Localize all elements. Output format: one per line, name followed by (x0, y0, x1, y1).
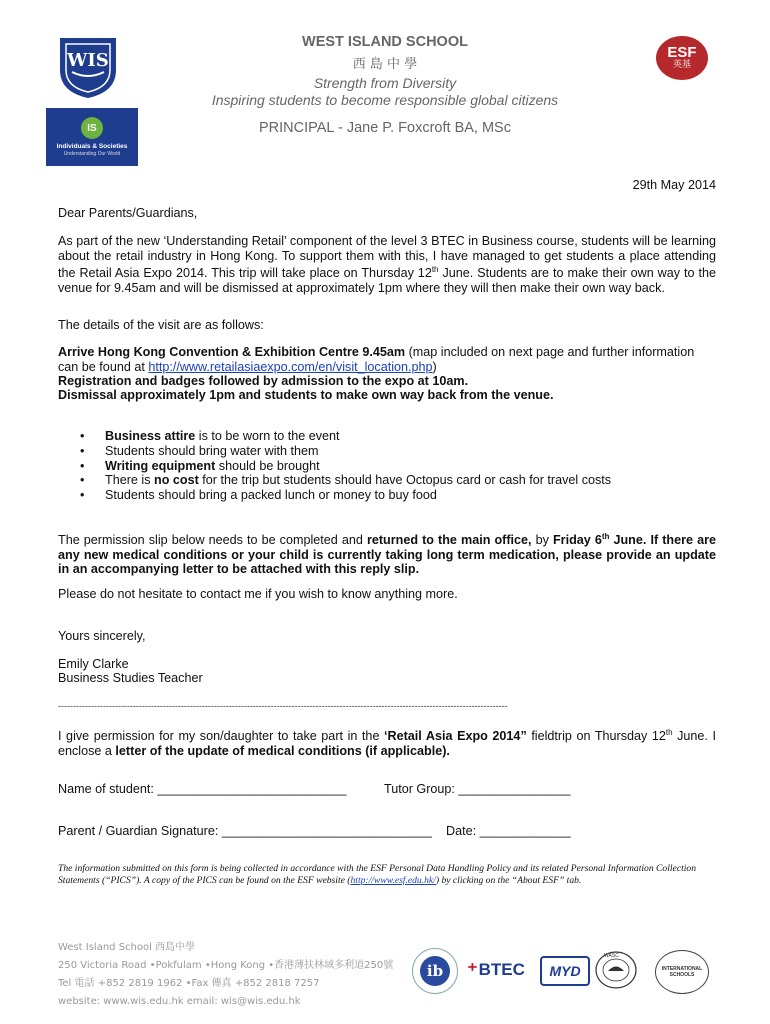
guardian-signature-field[interactable]: Parent / Guardian Signature: ______________________________ (58, 824, 432, 838)
esf-website-link[interactable]: http://www.esf.edu.hk/ (350, 874, 436, 886)
letter-date: 29th May 2014 (632, 178, 716, 192)
list-item: • There is no cost for the trip but students should have Octopus card or cash for travel costs (58, 473, 611, 488)
cut-line: ------------------------------------------------------------------------------------------------------------------------------------------------------ (58, 701, 508, 711)
list-item: • Students should bring a packed lunch or money to buy food (58, 488, 611, 503)
registration-line: Registration and badges followed by admission to the expo at 10am. (58, 374, 469, 388)
esf-logo (656, 36, 708, 80)
retail-expo-link[interactable]: http://www.retailasiaexpo.com/en/visit_location.php (148, 359, 433, 374)
is-badge-icon: IS (81, 117, 103, 139)
requirements-list (58, 429, 611, 503)
student-name-field[interactable]: Name of student: ___________________________ (58, 782, 347, 796)
salutation: Dear Parents/Guardians, (58, 206, 198, 220)
tutor-group-field[interactable]: Tutor Group: ________________ (384, 782, 571, 796)
is-badge (46, 108, 138, 166)
is-badge-subtitle: Understanding Our World (63, 151, 121, 157)
principal-line: PRINCIPAL - Jane P. Foxcroft BA, MSc (259, 120, 511, 136)
signer-name: Emily Clarke (58, 657, 129, 671)
wis-logo (58, 36, 118, 100)
wasc-logo: WASC (594, 950, 638, 990)
esf-logo-text: ESF (667, 44, 697, 61)
date-field[interactable]: Date: _____________ (446, 824, 571, 838)
school-name-chinese: 西 島 中 學 (352, 57, 418, 72)
footer-phone: Tel 電話 +852 2819 1962 •Fax 傳真 +852 2818 7257 (58, 978, 320, 989)
list-item: • Students should bring water with them (58, 444, 611, 459)
btec-logo: ⁺ BTEC (467, 959, 525, 982)
arrival-details: Arrive Hong Kong Convention & Exhibition Centre 9.45am (map included on next page and further information can be found at http://www.retailasiaexpo.com/en/visit_location.php) (58, 345, 695, 374)
is-badge-title: Individuals & Societies (56, 143, 128, 150)
dismissal-line: Dismissal approximately 1pm and students to make own way back from the venue. (58, 388, 554, 402)
privacy-notice: The information submitted on this form is being collected in accordance with the ESF Personal Data Handling Policy and its related Personal Information Collection Statements (“PICS”). A copy of the PICS can be found on the ESF website (http://www.esf.edu.hk/) by clicking on the “About ESF” tab. (58, 863, 697, 886)
school-name: WEST ISLAND SCHOOL (302, 34, 468, 50)
myd-logo: MYD (540, 956, 590, 986)
list-item: • Business attire is to be worn to the event (58, 429, 611, 444)
footer-address: 250 Victoria Road •Pokfulam •Hong Kong •香港薄扶林域多利道250號 (58, 960, 394, 971)
list-item: • Writing equipment should be brought (58, 459, 611, 474)
permission-paragraph: The permission slip below needs to be completed and returned to the main office, by Friday 6th June. If there are any new medical conditions or your child is currently taking long term medication, please provide an update in an accompanying letter to be attached with this reply slip. (58, 532, 716, 577)
footer-school: West Island School 西島中學 (58, 942, 196, 953)
details-heading: The details of the visit are as follows: (58, 318, 264, 332)
footer-web: website: www.wis.edu.hk email: wis@wis.edu.hk (58, 996, 301, 1007)
consent-paragraph: I give permission for my son/daughter to take part in the ‘Retail Asia Expo 2014” fieldtrip on Thursday 12th June. I enclose a letter of the update of medical conditions (if applicable). (58, 728, 716, 758)
signer-title: Business Studies Teacher (58, 671, 203, 685)
closing: Yours sincerely, (58, 629, 146, 643)
contact-line: Please do not hesitate to contact me if you wish to know anything more. (58, 587, 458, 601)
intro-paragraph: As part of the new ‘Understanding Retail’ component of the level 3 BTEC in Business course, students will be learning about the retail industry in Hong Kong. To support them with this, I have managed to get students a place attending the Retail Asia Expo 2014. This trip will take place on Thursday 12th June. Students are to make their own way to the venue for 9.45am and will be dismissed at approximately 1pm where they will then make their own way back. (58, 234, 716, 295)
school-motto: Strength from Diversity (313, 75, 457, 91)
school-tagline: Inspiring students to become responsible global citizens (211, 92, 559, 108)
esf-logo-chinese: 英基 (672, 60, 691, 70)
ib-logo: ib (412, 948, 458, 994)
wis-logo-letters: WIS (67, 50, 109, 71)
cis-logo: INTERNATIONAL SCHOOLS (655, 950, 709, 994)
